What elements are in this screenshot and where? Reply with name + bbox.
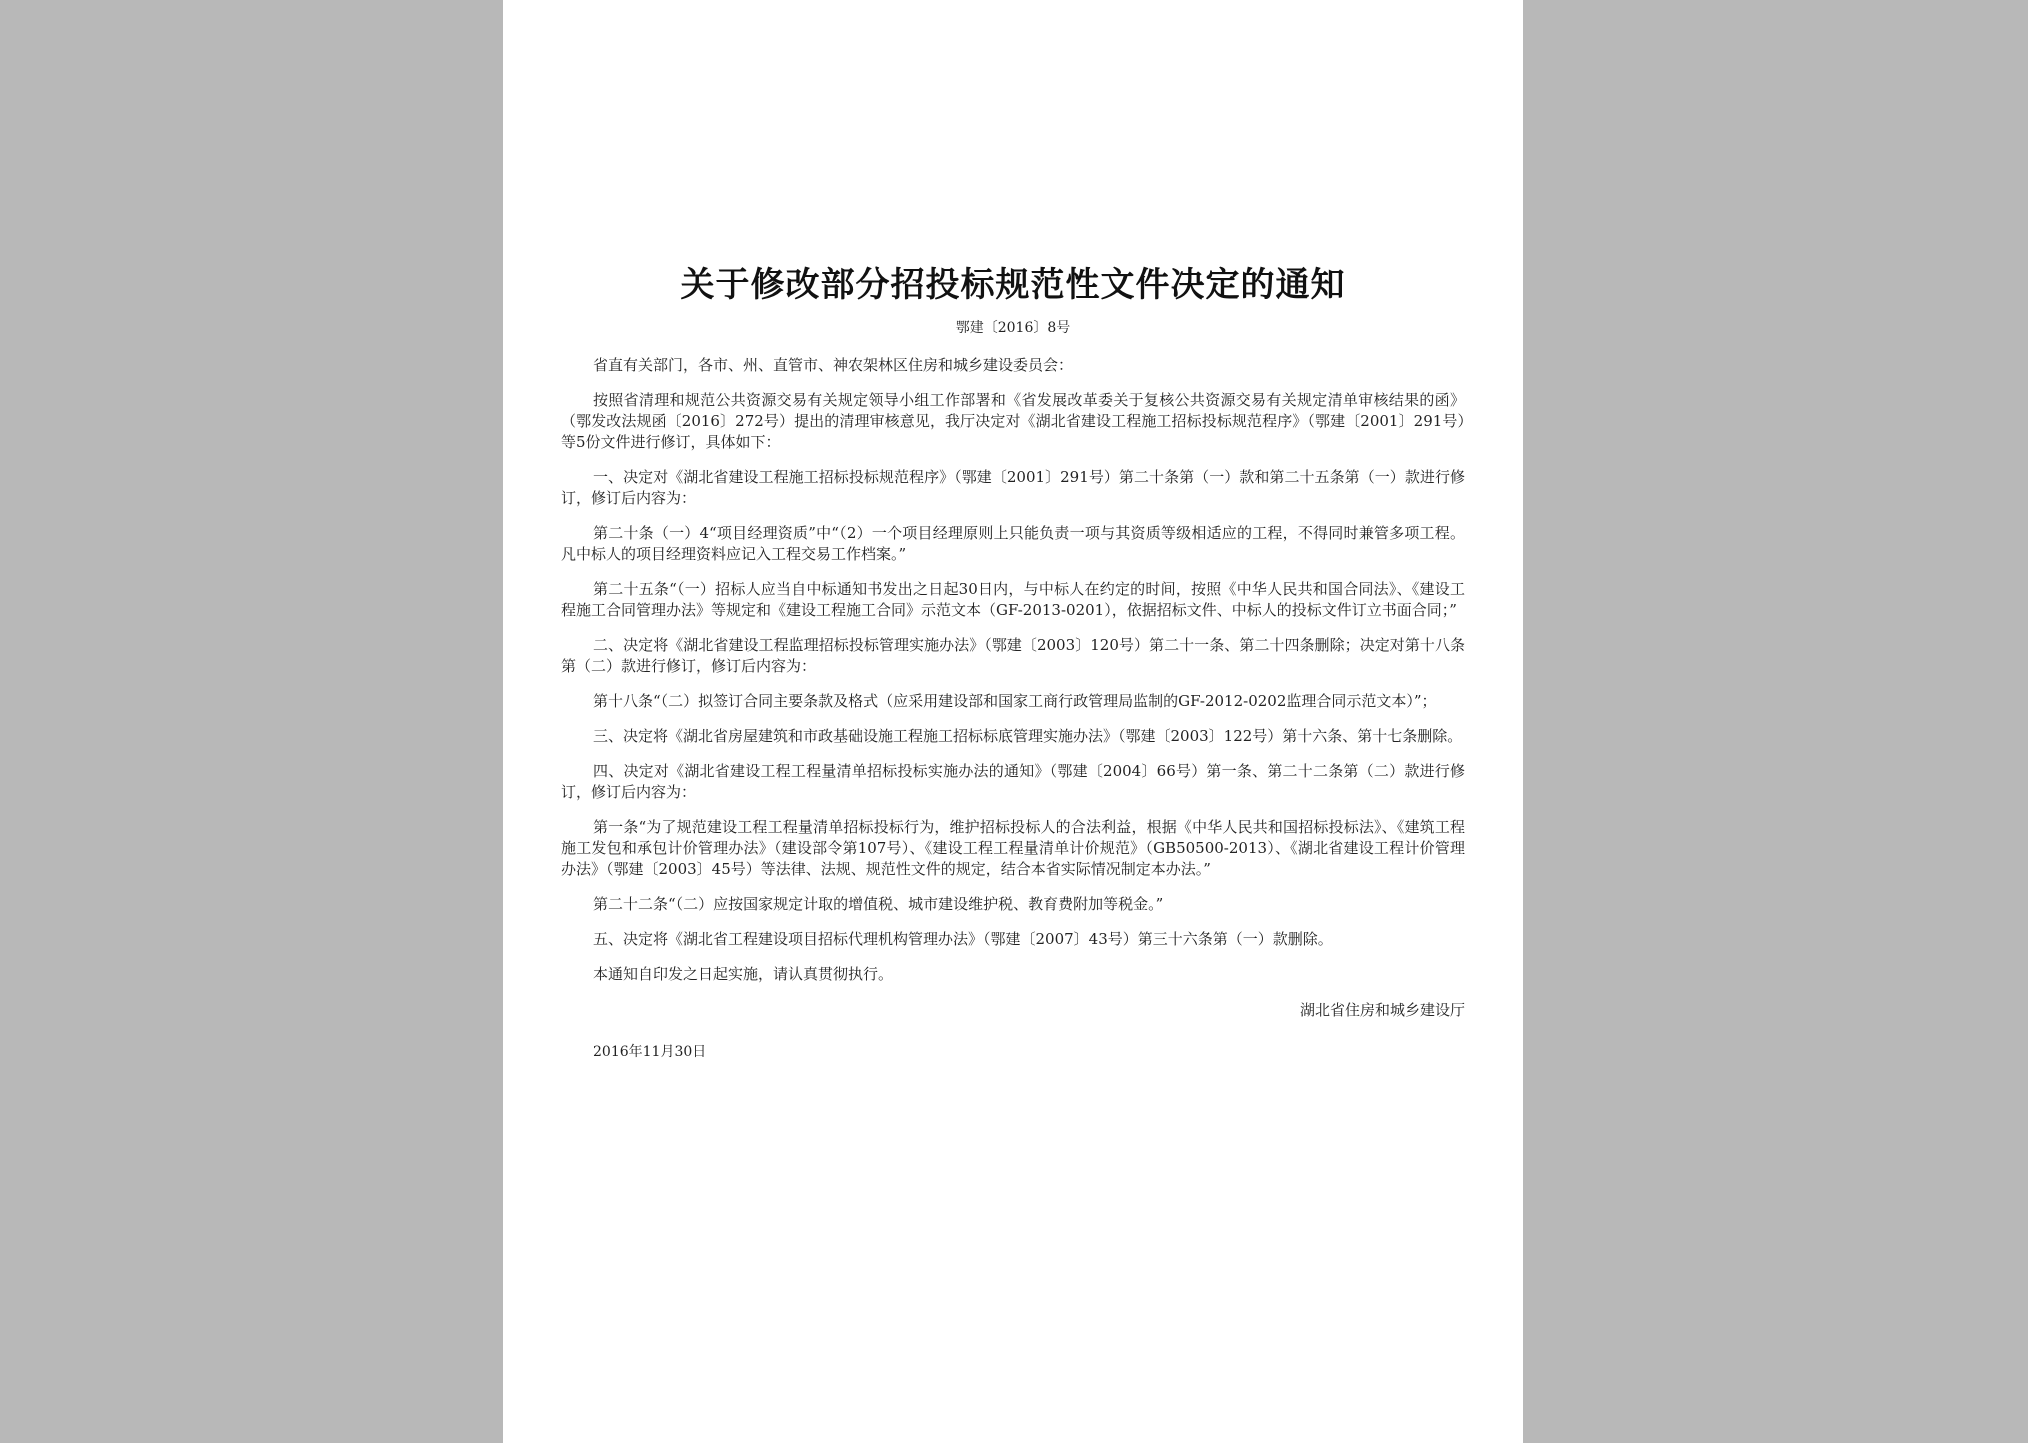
signer: 湖北省住房和城乡建设厅: [1299, 1001, 1465, 1019]
paragraph-item-2: 二、决定将《湖北省建设工程监理招标投标管理实施办法》（鄂建〔2003〕120号）第二十一条、第二十四条删除；决定对第十八条第（二）款进行修订，修订后内容为：: [561, 636, 1465, 675]
issue-date: 2016年11月30日: [593, 1044, 707, 1060]
document-number: 鄂建〔2016〕8号: [955, 320, 1071, 336]
paragraph-article-18: 第十八条“（二）拟签订合同主要条款及格式（应采用建设部和国家工商行政管理局监制的GF-2012-0202监理合同示范文本）”；: [593, 692, 1437, 710]
salutation: 省直有关部门，各市、州、直管市、神农架林区住房和城乡建设委员会：: [593, 356, 1074, 374]
paragraph-article-22: 第二十二条“（二）应按国家规定计取的增值税、城市建设维护税、教育费附加等税金。”: [593, 895, 1164, 913]
document-title: 关于修改部分招投标规范性文件决定的通知: [680, 265, 1346, 305]
paragraph-item-5: 五、决定将《湖北省工程建设项目招标代理机构管理办法》（鄂建〔2007〕43号）第三十六条第（一）款删除。: [593, 930, 1333, 948]
paragraph-item-4: 四、决定对《湖北省建设工程工程量清单招标投标实施办法的通知》（鄂建〔2004〕66号）第一条、第二十二条第（二）款进行修订，修订后内容为：: [561, 762, 1465, 801]
paragraph-intro: 按照省清理和规范公共资源交易有关规定领导小组工作部署和《省发展改革委关于复核公共资源交易有关规定清单审核结果的函》（鄂发改法规函〔2016〕272号）提出的清理审核意见，我厅决定对《湖北省建设工程施工招标投标规范程序》（鄂建〔2001〕291号）等5份文件进行修订，具体如下：: [561, 391, 1465, 451]
paragraph-article-20: 第二十条（一）4“项目经理资质”中“（2）一个项目经理原则上只能负责一项与其资质等级相适应的工程，不得同时兼管多项工程。凡中标人的项目经理资料应记入工程交易工作档案。”: [561, 524, 1465, 563]
document-page: [503, 0, 1523, 1443]
paragraph-article-25: 第二十五条“（一）招标人应当自中标通知书发出之日起30日内，与中标人在约定的时间，按照《中华人民共和国合同法》、《建设工程施工合同管理办法》等规定和《建设工程施工合同》示范文本（GF-2013-0201），依据招标文件、中标人的投标文件订立书面合同；”: [561, 580, 1465, 619]
paragraph-item-3: 三、决定将《湖北省房屋建筑和市政基础设施工程施工招标标底管理实施办法》（鄂建〔2003〕122号）第十六条、第十七条删除。: [593, 727, 1463, 745]
paragraph-item-1: 一、决定对《湖北省建设工程施工招标投标规范程序》（鄂建〔2001〕291号）第二十条第（一）款和第二十五条第（一）款进行修订，修订后内容为：: [561, 468, 1465, 507]
paragraph-article-1: 第一条“为了规范建设工程工程量清单招标投标行为，维护招标投标人的合法利益，根据《中华人民共和国招标投标法》、《建筑工程施工发包和承包计价管理办法》（建设部令第107号）、《建设工程工程量清单计价规范》（GB50500-2013）、《湖北省建设工程计价管理办法》（鄂建〔2003〕45号）等法律、法规、规范性文件的规定，结合本省实际情况制定本办法。”: [561, 818, 1465, 878]
paragraph-closing: 本通知自印发之日起实施，请认真贯彻执行。: [593, 965, 894, 983]
